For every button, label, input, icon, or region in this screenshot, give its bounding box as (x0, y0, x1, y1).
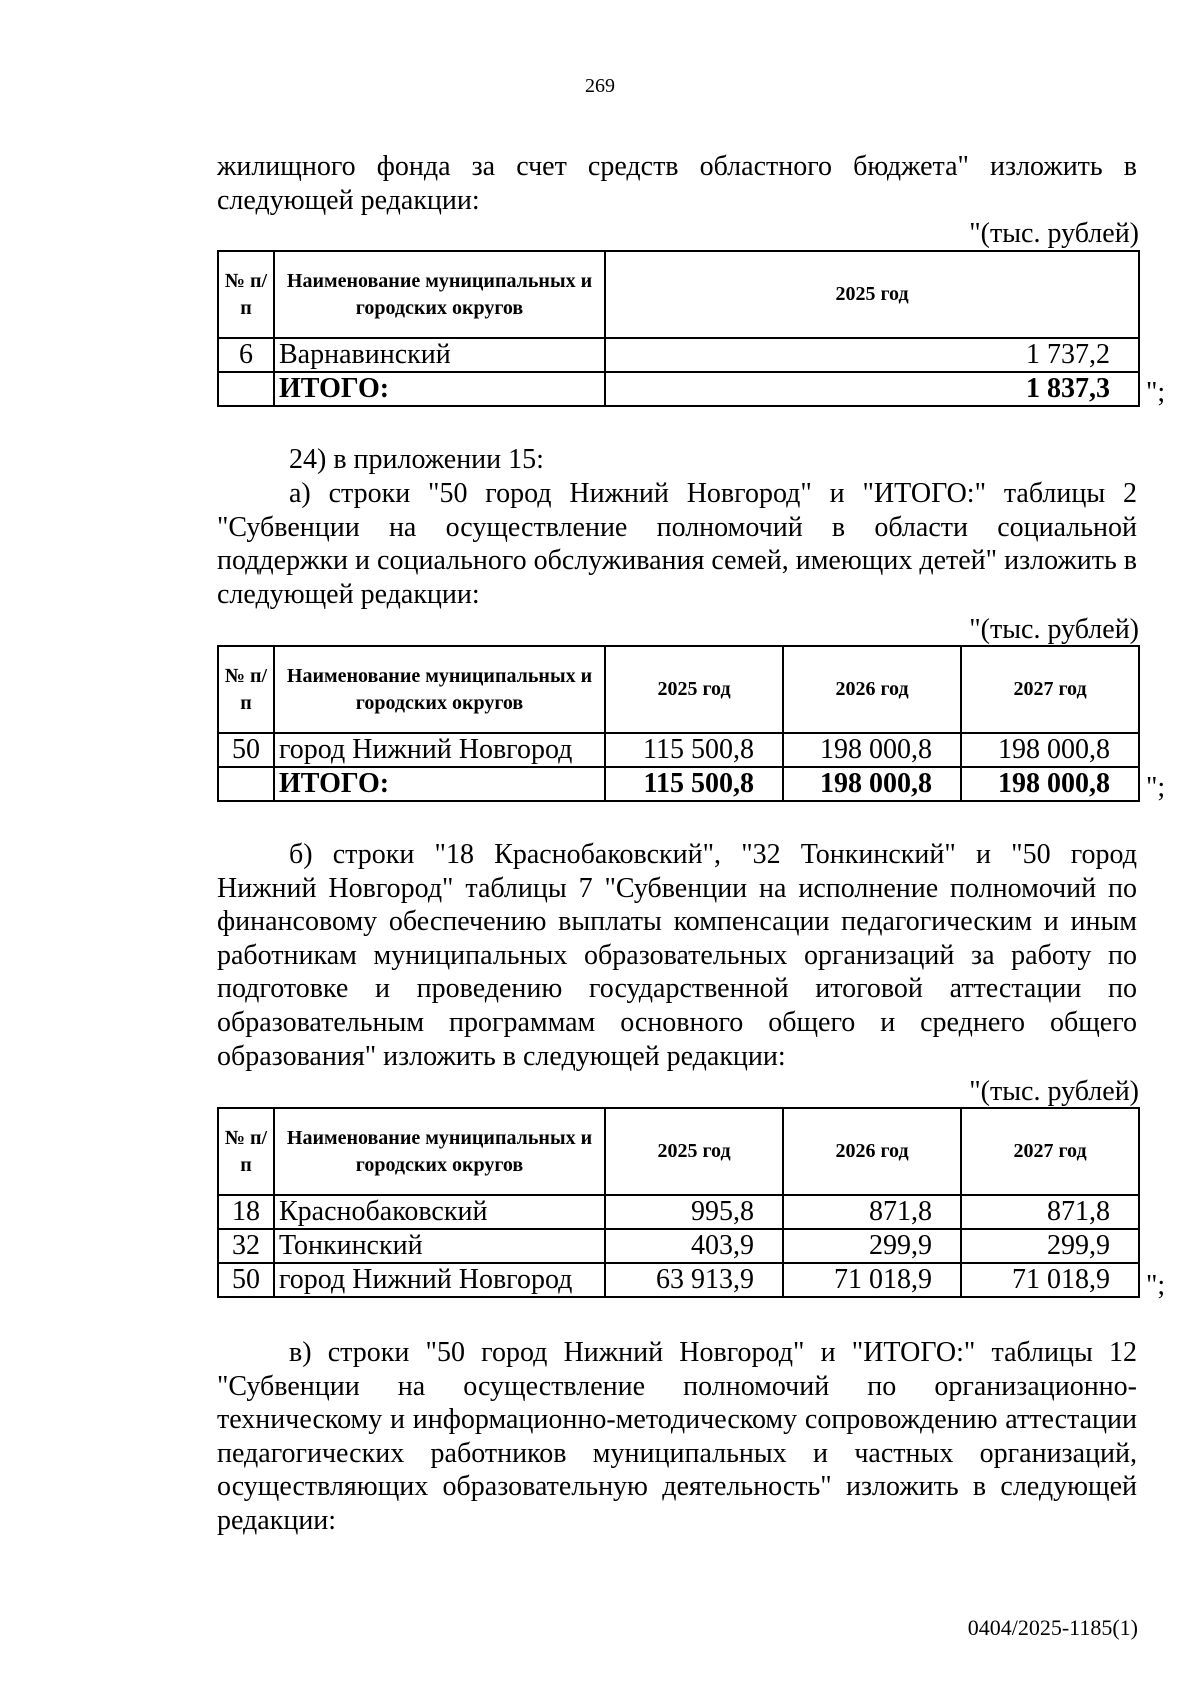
units-label-2: "(тыс. рублей) (969, 614, 1139, 645)
header-num: № п/п (218, 646, 274, 733)
item-24-heading: 24) в приложении 15: (289, 444, 544, 475)
row-name: Варнавинский (274, 338, 605, 372)
row-name: город Нижний Новгород (274, 733, 605, 767)
header-2027: 2027 год (961, 646, 1139, 733)
row-2027: 299,9 (961, 1229, 1139, 1263)
page-number: 269 (585, 75, 615, 97)
intro-paragraph: жилищного фонда за счет средств областного бюджета" изложить в следующей редакции: (217, 151, 1137, 216)
header-2025: 2025 год (605, 646, 783, 733)
row-2026: 871,8 (783, 1195, 961, 1229)
row-num: 6 (218, 338, 274, 372)
header-num: № п/п (218, 251, 274, 338)
total-row (218, 372, 1139, 406)
table-2 (217, 645, 1140, 802)
row-2026: 299,9 (783, 1229, 961, 1263)
header-2026: 2026 год (783, 1108, 961, 1195)
row-2025: 115 500,8 (605, 733, 783, 767)
header-num: № п/п (218, 1108, 274, 1195)
total-2025: 115 500,8 (605, 767, 783, 801)
row-2025: 1 737,2 (605, 338, 1139, 372)
row-2025: 403,9 (605, 1229, 783, 1263)
row-name: город Нижний Новгород (274, 1263, 605, 1297)
header-2026: 2026 год (783, 646, 961, 733)
table-3 (217, 1107, 1140, 1298)
total-2027: 198 000,8 (961, 767, 1139, 801)
header-2027: 2027 год (961, 1108, 1139, 1195)
sub-b-paragraph: б) строки "18 Краснобаковский", "32 Тонкинский" и "50 город Нижний Новгород" таблицы 7 "Субвенции на исполнение полномочий по финансовому обеспечению выплаты компенсации педагогическим и иным работникам муниципальных образовательных организаций за работу по подготовке и проведению государственной итоговой аттестации по образовательным программам основного общего и среднего общего образования" изложить в следующей редакции: (217, 839, 1137, 1072)
header-name: Наименование муниципальных и городских округов (274, 1108, 605, 1195)
table-row (218, 1195, 1139, 1229)
total-2026: 198 000,8 (783, 767, 961, 801)
document-code: 0404/2025-1185(1) (967, 1615, 1138, 1640)
closing-mark-2: "; (1146, 772, 1166, 803)
sub-v-paragraph: в) строки "50 город Нижний Новгород" и "ИТОГО:" таблицы 12 "Субвенции на осуществление полномочий по организационно-техническому и информационно-методическому сопровождению аттестации педагогических работников муниципальных и частных организаций, осуществляющих образовательную деятельность" изложить в следующей редакции: (217, 1337, 1137, 1536)
header-2025: 2025 год (605, 1108, 783, 1195)
closing-mark-3: "; (1146, 1270, 1166, 1301)
row-2026: 198 000,8 (783, 733, 961, 767)
header-2025: 2025 год (605, 251, 1139, 338)
header-name: Наименование муниципальных и городских округов (274, 251, 605, 338)
row-2025: 63 913,9 (605, 1263, 783, 1297)
table-1 (217, 250, 1140, 407)
row-name: Краснобаковский (274, 1195, 605, 1229)
row-num: 50 (218, 1263, 274, 1297)
row-2026: 71 018,9 (783, 1263, 961, 1297)
row-num: 50 (218, 733, 274, 767)
total-row (218, 767, 1139, 801)
table-row (218, 338, 1139, 372)
units-label-3: "(тыс. рублей) (969, 1076, 1139, 1107)
row-num: 18 (218, 1195, 274, 1229)
row-2027: 198 000,8 (961, 733, 1139, 767)
total-label: ИТОГО: (274, 372, 605, 406)
row-2027: 71 018,9 (961, 1263, 1139, 1297)
closing-mark-1: "; (1146, 377, 1166, 408)
table-row (218, 1229, 1139, 1263)
row-num: 32 (218, 1229, 274, 1263)
total-2025: 1 837,3 (605, 372, 1139, 406)
row-2025: 995,8 (605, 1195, 783, 1229)
total-label: ИТОГО: (274, 767, 605, 801)
table-row (218, 733, 1139, 767)
row-2027: 871,8 (961, 1195, 1139, 1229)
row-name: Тонкинский (274, 1229, 605, 1263)
header-name: Наименование муниципальных и городских округов (274, 646, 605, 733)
units-label-1: "(тыс. рублей) (969, 218, 1139, 249)
sub-a-paragraph: а) строки "50 город Нижний Новгород" и "ИТОГО:" таблицы 2 "Субвенции на осуществление полномочий в области социальной поддержки и социального обслуживания семей, имеющих детей" изложить в следующей редакции: (217, 478, 1137, 610)
table-row (218, 1263, 1139, 1297)
